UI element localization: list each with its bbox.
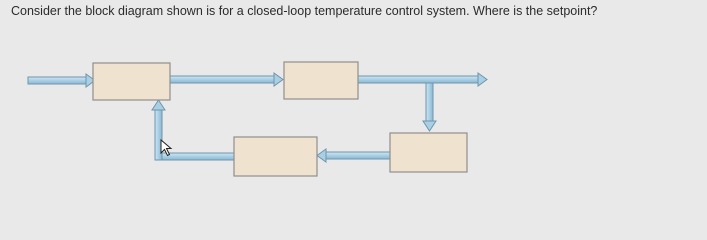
input-arrow (28, 74, 95, 87)
block-b[interactable] (284, 62, 358, 99)
block-d[interactable] (390, 133, 467, 172)
output-arrow (358, 73, 487, 86)
feedback-arrow-c-to-a (152, 100, 234, 160)
arrow-a-to-b (170, 73, 283, 86)
block-a[interactable] (93, 63, 170, 100)
arrow-d-to-c (317, 149, 390, 162)
question-text: Consider the block diagram shown is for a closed-loop temperature control system. Where is the setpoint? (11, 4, 598, 18)
arrow-output-to-d (423, 83, 436, 131)
block-c[interactable] (234, 137, 317, 176)
